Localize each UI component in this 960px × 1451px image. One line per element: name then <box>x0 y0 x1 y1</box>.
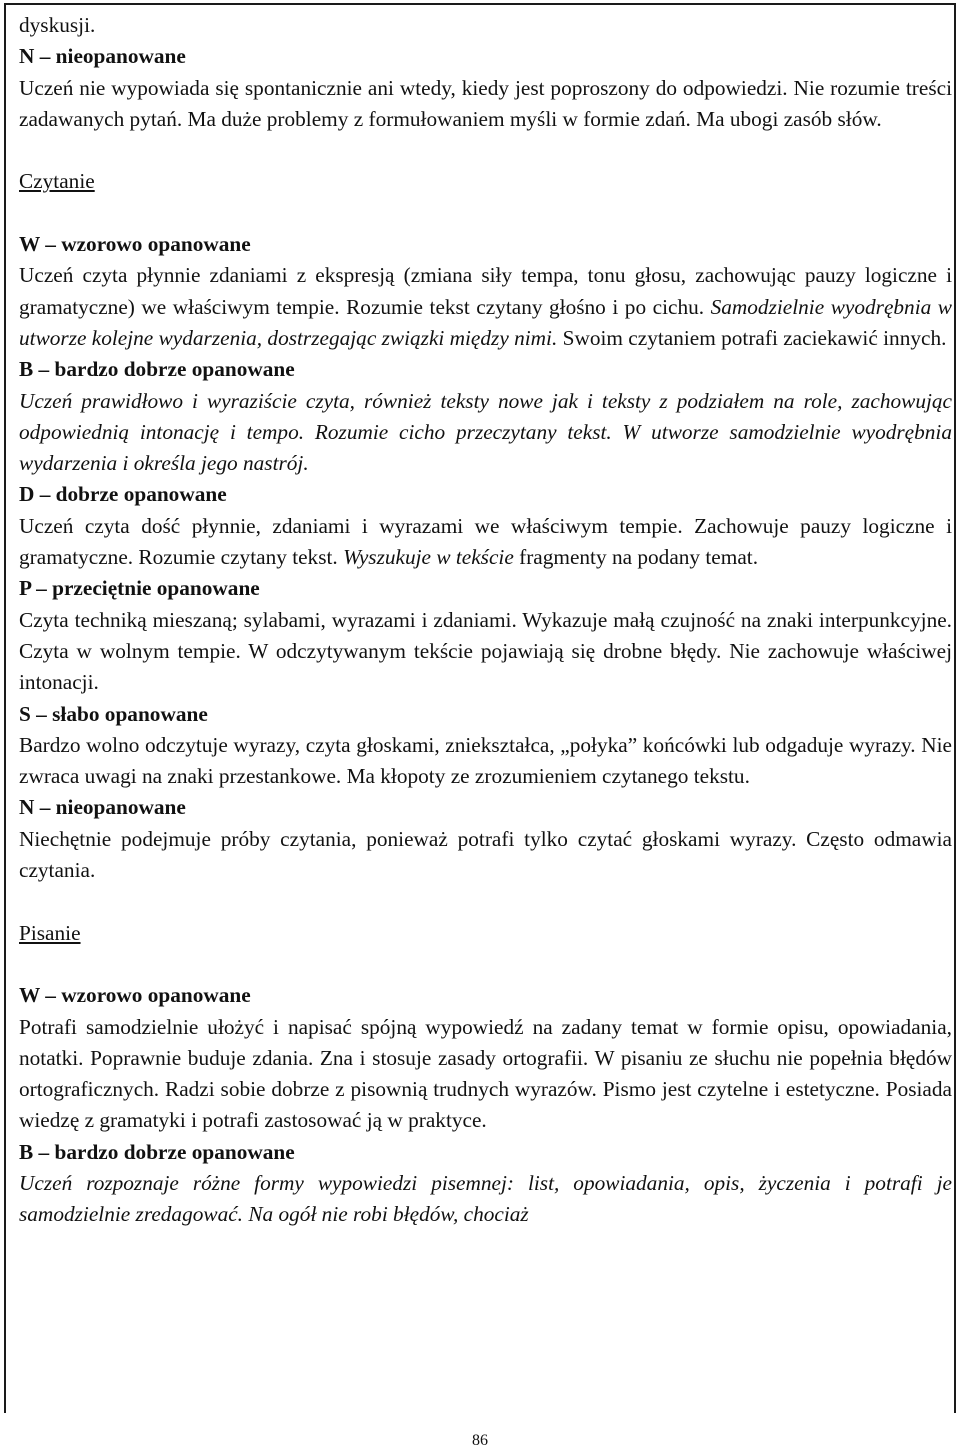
heading-p-przecietnie: P – przeciętnie opanowane <box>19 576 260 601</box>
paragraph-czytanie-n: Niechętnie podejmuje próby czytania, ponieważ potrafi tylko czytać głoskami wyrazy. Często odmawia czytania. <box>19 826 952 883</box>
italic-run: Wyszukuje w tekście <box>343 545 514 570</box>
text-run: Uczeń czyta płynnie zdaniami z ekspresją (zmiana siły tempa, tonu głosu, zachowując pauzy logiczne i gramatyczne) we właściwym tempie. Rozumie tekst czytany głośno i po cichu. <box>19 263 952 319</box>
paragraph-czytanie-s: Bardzo wolno odczytuje wyrazy, czyta głoskami, zniekształca, „połyka” końcówki lub odgaduje wyrazy. Nie zwraca uwagi na znaki przestankowe. Ma kłopoty ze zrozumieniem czytanego tekstu. <box>19 732 952 789</box>
heading-n-nieopanowane: N – nieopanowane <box>19 795 186 820</box>
paragraph-pisanie-w: Potrafi samodzielnie ułożyć i napisać spójną wypowiedź na zadany temat w formie opisu, opowiadania, notatki. Poprawnie buduje zdania. Zna i stosuje zasady ortografii. W pisaniu ze słuchu nie popełnia błędów ortograficznych. Radzi sobie dobrze z pisownią trudnych wyrazów. Pismo jest czytelne i estetyczne. Posiada wiedzę z gramatyki i potrafi zastosować ją w praktyce. <box>19 1014 952 1133</box>
paragraph-czytanie-d <box>19 511 952 574</box>
paragraph-czytanie-w <box>19 260 952 354</box>
text-run: fragmenty na podany temat. <box>513 545 759 570</box>
italic-run: Samodzielnie wyodrębnia w utworze kolejne wydarzenia, dostrzegając związki między nimi. <box>19 294 952 350</box>
paragraph-czytanie-b: Uczeń prawidłowo i wyraziście czyta, również teksty nowe jak i teksty z podziałem na role, zachowując odpowiednią intonację i tempo. Rozumie cicho przeczytany tekst. W utworze samodzielnie wyodrębnia wydarzenia i określa jego nastrój. <box>19 388 952 476</box>
text-run: Uczeń czyta dość płynnie, zdaniami i wyrazami we właściwym tempie. Zachowuje pauzy logiczne i gramatyczne. Rozumie czytany tekst. <box>19 513 952 570</box>
spacer <box>19 198 952 229</box>
heading-b-bardzo-dobrze: B – bardzo dobrze opanowane <box>19 1139 295 1164</box>
heading-w-wzorowo: W – wzorowo opanowane <box>19 232 251 257</box>
heading-b-bardzo-dobrze: B – bardzo dobrze opanowane <box>19 357 295 382</box>
document-page <box>4 3 956 1413</box>
spacer <box>19 135 952 166</box>
heading-n-nieopanowane: N – nieopanowane <box>19 44 186 69</box>
heading-d-dobrze: D – dobrze opanowane <box>19 482 227 507</box>
paragraph-czytanie-p: Czyta techniką mieszaną; sylabami, wyrazami i zdaniami. Wykazuje małą czujność na znaki interpunkcyjne. Czyta w wolnym tempie. W odczytywanym tekście pojawiają się drobne błędy. Nie zachowuje właściwej intonacji. <box>19 607 952 695</box>
text-run: Swoim czytaniem potrafi zaciekawić innych. <box>557 325 947 350</box>
heading-s-slabo: S – słabo opanowane <box>19 701 208 726</box>
page-number: 86 <box>472 1432 488 1449</box>
paragraph-carry-over: dyskusji. <box>19 13 96 37</box>
spacer <box>19 949 952 980</box>
spacer <box>19 886 952 917</box>
section-title-czytanie: Czytanie <box>19 169 95 194</box>
paragraph-pisanie-b: Uczeń rozpoznaje różne formy wypowiedzi pisemnej: list, opowiadania, opis, życzenia i potrafi je samodzielnie zredagować. Na ogół nie robi błędów, chociaż <box>19 1170 952 1227</box>
section-title-pisanie: Pisanie <box>19 920 81 945</box>
document-body <box>19 10 952 1231</box>
heading-w-wzorowo: W – wzorowo opanowane <box>19 983 251 1008</box>
paragraph-n-text: Uczeń nie wypowiada się spontanicznie ani wtedy, kiedy jest poproszony do odpowiedzi. Nie rozumie treści zadawanych pytań. Ma duże problemy z formułowaniem myśli w formie zdań. Ma ubogi zasób słów. <box>19 75 952 131</box>
